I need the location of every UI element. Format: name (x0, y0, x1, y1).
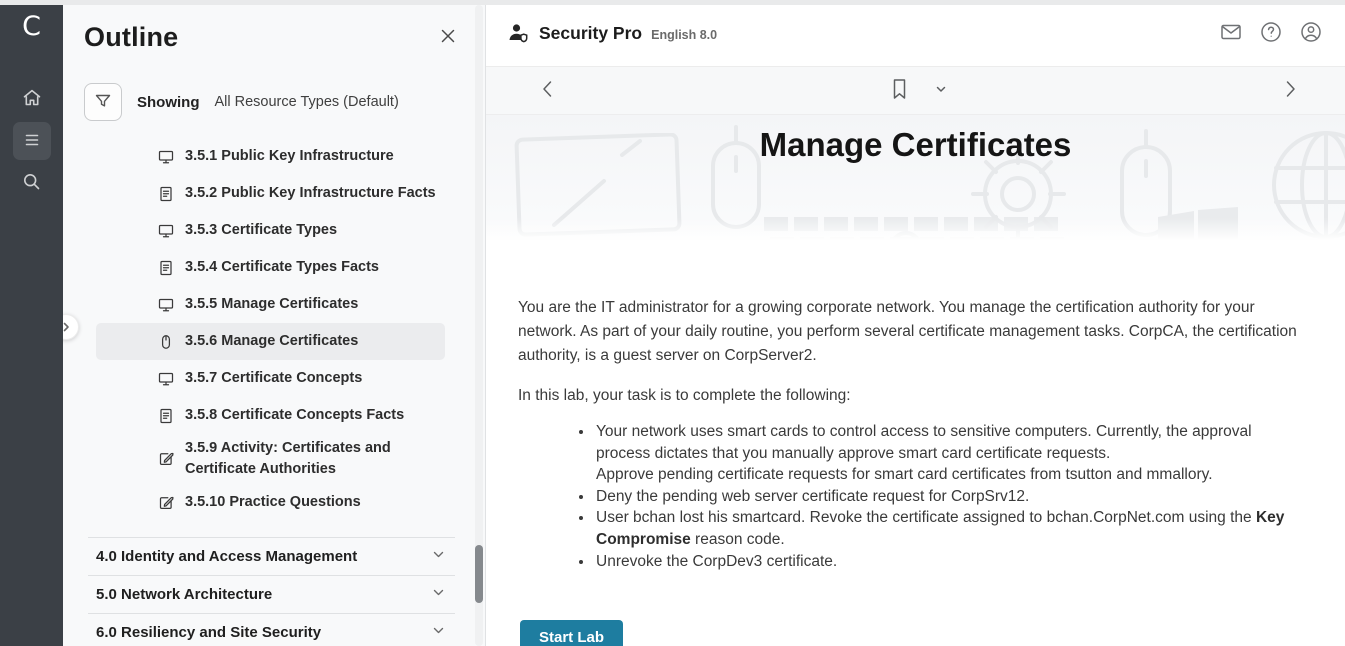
chevron-down-icon (432, 624, 445, 642)
task-text: Your network uses smart cards to control access to sensitive computers. Currently, the approval process dictates that you manually approve smart card certificate requests. (596, 423, 1252, 462)
section-row-identity-access[interactable] (88, 538, 455, 576)
lab-instructions (486, 240, 1345, 646)
section-label: 6.0 Resiliency and Site Security (96, 624, 322, 642)
collapse-outline-button[interactable] (63, 314, 79, 340)
banner-fade (486, 218, 1345, 240)
title-banner (486, 115, 1345, 240)
task-item (594, 507, 1305, 550)
section-row-resiliency-site-security[interactable] (88, 614, 455, 646)
monitor-icon (158, 297, 174, 313)
chevron-left-icon (540, 79, 554, 102)
document-icon (158, 408, 174, 424)
task-item (594, 421, 1305, 486)
mouse-icon (158, 334, 174, 350)
outline-item-label: 3.5.1 Public Key Infrastructure (185, 147, 394, 164)
product-edition: English 8.0 (651, 27, 718, 42)
task-intro-paragraph: In this lab, your task is to complete the following: (518, 387, 851, 404)
chevron-right-icon (1284, 79, 1298, 102)
outline-item-label: 3.5.9 Activity: Certificates and Certificate Authorities (185, 440, 391, 478)
outline-item[interactable] (96, 434, 445, 484)
section-label: 5.0 Network Architecture (96, 586, 273, 604)
task-text: Approve pending certificate requests for smart card certificates from tsutton and mmallory. (596, 466, 1213, 484)
lesson-scroll-area[interactable] (486, 115, 1345, 646)
outline-item[interactable] (96, 212, 445, 249)
main-area (486, 0, 1345, 646)
bookmark-icon (891, 78, 908, 103)
product-brand (506, 21, 717, 45)
outline-item-label: 3.5.2 Public Key Infrastructure Facts (185, 184, 436, 201)
outline-item-current[interactable] (96, 323, 445, 360)
task-list (518, 421, 1305, 572)
outline-item[interactable] (96, 249, 445, 286)
outline-item-label: 3.5.7 Certificate Concepts (185, 369, 363, 386)
outline-item[interactable] (96, 286, 445, 323)
help-icon (1259, 20, 1283, 47)
account-button[interactable] (1291, 13, 1331, 53)
chevron-down-icon (432, 548, 445, 566)
outline-title: Outline (84, 22, 179, 52)
outline-scrollbar-thumb[interactable] (475, 545, 483, 603)
page-title: Manage Certificates (759, 126, 1072, 163)
bookmark-menu-button[interactable] (929, 77, 953, 104)
outline-item[interactable] (96, 175, 445, 212)
app-logo[interactable]: C (22, 11, 41, 42)
task-item (594, 486, 1305, 508)
start-lab-button[interactable]: Start Lab (520, 620, 623, 646)
person-shield-icon (506, 21, 530, 45)
messages-button[interactable] (1211, 13, 1251, 53)
top-edge-strip (0, 0, 1345, 5)
outline-item[interactable] (96, 484, 445, 521)
filter-row (84, 83, 485, 121)
outline-item[interactable] (96, 360, 445, 397)
menu-icon (22, 130, 42, 153)
monitor-icon (158, 371, 174, 387)
outline-item[interactable] (96, 397, 445, 434)
section-label: 4.0 Identity and Access Management (96, 548, 358, 566)
help-button[interactable] (1251, 13, 1291, 53)
monitor-icon (158, 149, 174, 165)
outline-item-label: 3.5.6 Manage Certificates (185, 332, 359, 349)
outline-item-label: 3.5.8 Certificate Concepts Facts (185, 406, 405, 423)
section-row-network-architecture[interactable] (88, 576, 455, 614)
lesson-navbar (486, 67, 1345, 115)
task-text-bold: Key Compromise (596, 509, 1285, 548)
filter-button[interactable] (84, 83, 122, 121)
next-lesson-button[interactable] (1278, 73, 1304, 108)
outline-item-label: 3.5.5 Manage Certificates (185, 295, 359, 312)
outline-sections (88, 537, 455, 646)
close-outline-button[interactable] (435, 23, 461, 52)
outline-item-label: 3.5.10 Practice Questions (185, 494, 361, 511)
document-icon (158, 260, 174, 276)
outline-panel (63, 0, 486, 646)
chevron-down-icon (432, 586, 445, 604)
outline-menu-button[interactable] (13, 122, 51, 160)
top-header (486, 0, 1345, 67)
search-icon (21, 171, 42, 195)
task-item (594, 551, 1305, 573)
outline-item-label: 3.5.3 Certificate Types (185, 221, 338, 238)
home-icon (21, 87, 43, 112)
showing-label: Showing (137, 93, 200, 111)
bookmark-group (885, 72, 953, 109)
profile-icon (1299, 20, 1323, 47)
document-icon (158, 186, 174, 202)
outline-scrollbar[interactable] (475, 5, 483, 646)
task-text: User bchan lost his smartcard. Revoke the certificate assigned to bchan.CorpNet.com using the (596, 509, 1256, 527)
outline-item[interactable] (96, 138, 445, 175)
close-icon (439, 33, 457, 48)
chevron-right-icon (63, 320, 71, 335)
outline-item-list (96, 138, 445, 521)
product-title: Security Pro (539, 22, 643, 43)
home-button[interactable] (13, 80, 51, 118)
bookmark-button[interactable] (885, 72, 914, 109)
mail-icon (1219, 20, 1243, 47)
task-text: reason code. (690, 530, 785, 548)
chevron-down-icon (935, 83, 947, 98)
topbar-actions (1211, 13, 1331, 53)
search-button[interactable] (13, 164, 51, 202)
funnel-icon (94, 92, 112, 113)
left-rail (0, 0, 63, 646)
task-text: Deny the pending web server certificate request for CorpSrv12. (596, 487, 1030, 505)
edit-icon (158, 495, 174, 511)
previous-lesson-button[interactable] (534, 73, 560, 108)
filter-value[interactable]: All Resource Types (Default) (214, 94, 399, 110)
outline-item-label: 3.5.4 Certificate Types Facts (185, 258, 379, 275)
monitor-icon (158, 223, 174, 239)
edit-icon (158, 451, 174, 467)
task-text: Unrevoke the CorpDev3 certificate. (596, 552, 838, 570)
scenario-paragraph: You are the IT administrator for a growing corporate network. You manage the certification authority for your network. As part of your daily routine, you perform several certificate management tasks. CorpCA, the certification authority, is a guest server on CorpServer2. (518, 299, 1297, 364)
